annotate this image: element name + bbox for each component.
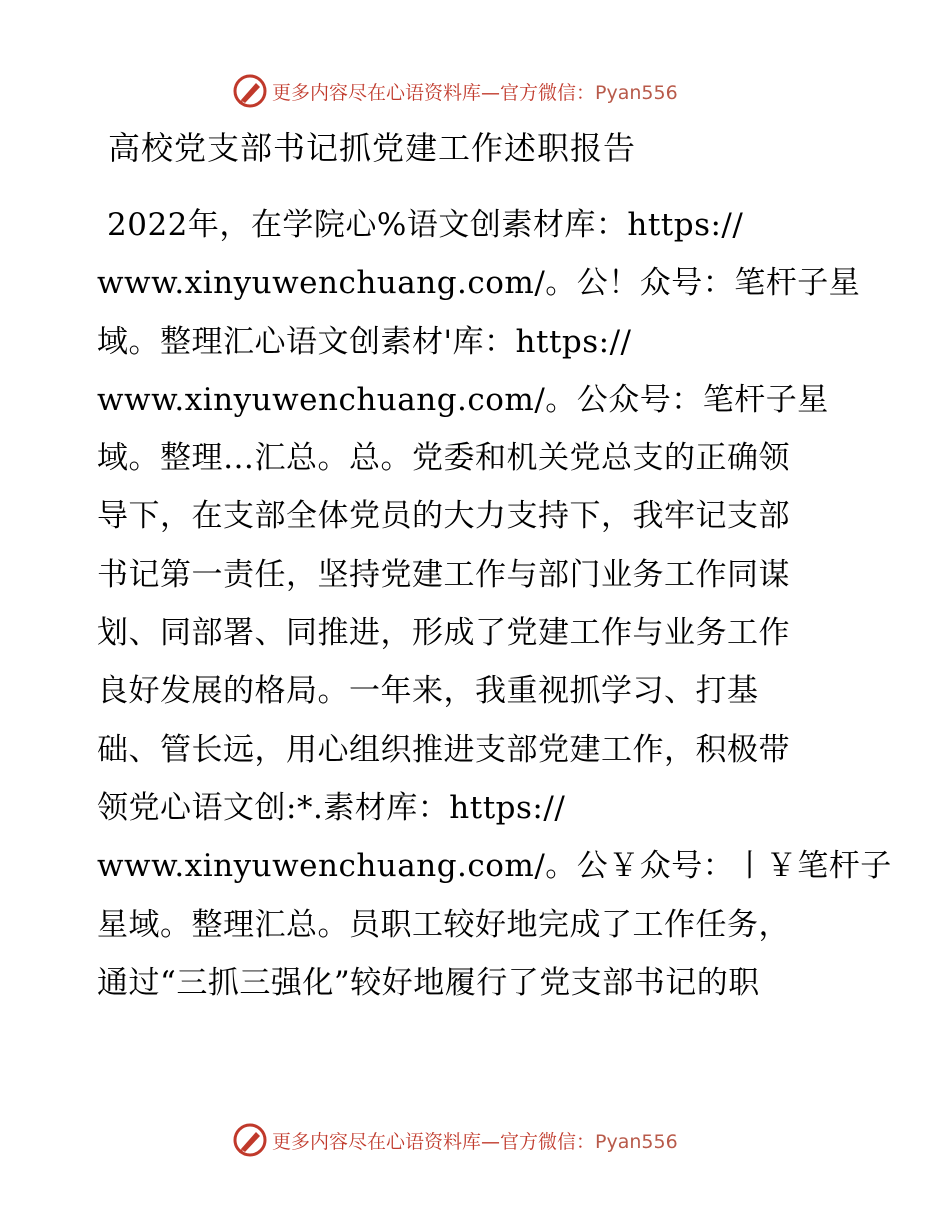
- document-title: 高校党支部书记抓党建工作述职报告: [108, 129, 637, 167]
- banner-handle: Pyan556: [595, 81, 678, 104]
- banner-handle: Pyan556: [595, 1130, 678, 1153]
- banner-label: 官方微信：: [500, 1130, 596, 1153]
- body-line: 通过“三抓三强化”较好地履行了党支部书记的职: [97, 964, 760, 1001]
- body-line: 划、同部署、同推进，形成了党建工作与业务工作: [97, 615, 790, 652]
- pen-logo-icon: [232, 73, 268, 109]
- banner-label: 官方微信：: [500, 81, 596, 104]
- header-banner: [232, 71, 678, 111]
- banner-separator: —: [481, 1130, 501, 1153]
- banner-text: [272, 78, 678, 105]
- body-line: 领党心语文创:*.素材库：https://: [97, 789, 566, 826]
- body-line: 础、管长远，用心组织推进支部党建工作，积极带: [97, 731, 790, 768]
- body-line: 书记第一责任，坚持党建工作与部门业务工作同谋: [97, 556, 790, 593]
- body-line: 2022年，在学院心%语文创素材库：https://: [107, 207, 744, 243]
- body-line: 域。整理…汇总。总。党委和机关党总支的正确领: [97, 440, 790, 477]
- body-line: 导下，在支部全体党员的大力支持下，我牢记支部: [97, 498, 790, 535]
- body-line: www.xinyuwenchuang.com/。公！众号：笔杆子星: [97, 265, 861, 302]
- banner-text: [272, 1127, 678, 1154]
- banner-main-text: 更多内容尽在心语资料库: [272, 1130, 482, 1153]
- body-line: www.xinyuwenchuang.com/。公众号：笔杆子星: [97, 381, 829, 418]
- banner-separator: —: [481, 81, 501, 104]
- body-line: 星域。整理汇总。员职工较好地完成了工作任务，: [97, 906, 790, 943]
- body-line: 域。整理汇心语文创素材'库：https://: [97, 323, 632, 360]
- banner-main-text: 更多内容尽在心语资料库: [272, 81, 482, 104]
- footer-banner: [232, 1120, 678, 1160]
- pen-logo-icon: [232, 1122, 268, 1158]
- document-body: [97, 196, 892, 1012]
- body-line: www.xinyuwenchuang.com/。公￥众号：丨￥笔杆子: [97, 848, 892, 885]
- body-line: 良好发展的格局。一年来，我重视抓学习、打基: [97, 673, 759, 710]
